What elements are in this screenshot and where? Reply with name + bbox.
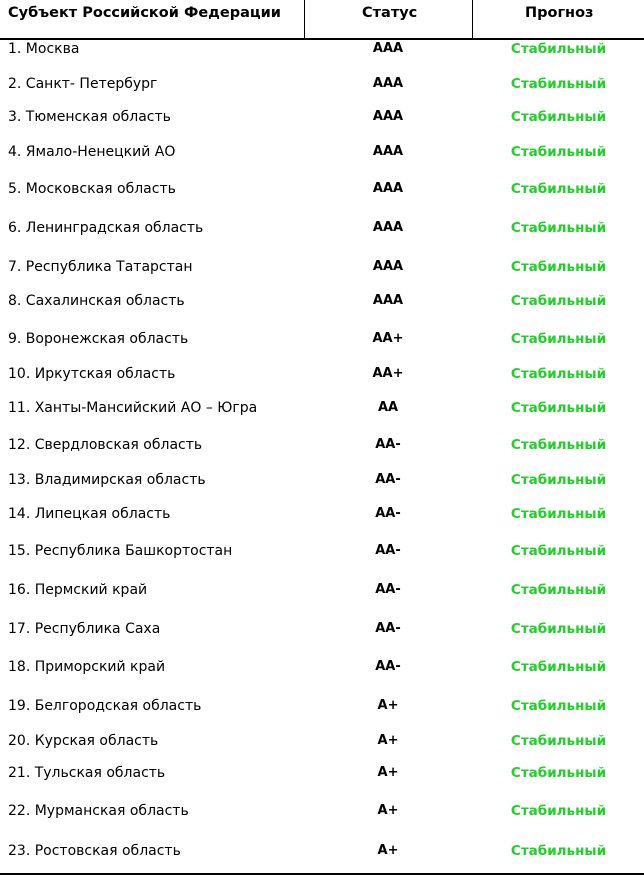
header-divider [472, 0, 473, 40]
rating-status: AAA [372, 181, 404, 196]
rating-forecast: Стабильный [510, 472, 607, 488]
rating-forecast: Стабильный [510, 765, 607, 781]
rating-status: AA- [375, 472, 401, 487]
rating-status: AAA [372, 293, 404, 308]
region-name: 9. Воронежская область [8, 331, 189, 347]
rating-forecast: Стабильный [510, 621, 607, 637]
table-row [0, 177, 644, 201]
rating-status: AAA [372, 76, 404, 91]
rating-forecast: Стабильный [510, 582, 607, 598]
rating-forecast: Стабильный [510, 843, 607, 859]
rating-forecast: Стабильный [510, 293, 607, 309]
region-name: 4. Ямало-Ненецкий АО [8, 144, 176, 160]
region-name: 11. Ханты-Мансийский АО – Югра [8, 400, 258, 416]
rating-forecast: Стабильный [510, 331, 607, 347]
rating-status: A+ [377, 843, 399, 858]
rating-status: AA [377, 400, 399, 415]
table-row [0, 694, 644, 718]
rating-status: AA- [375, 506, 401, 521]
header-status: Статус [362, 5, 418, 21]
rating-forecast: Стабильный [510, 259, 607, 275]
table-row [0, 468, 644, 492]
rating-status: A+ [377, 765, 399, 780]
rating-forecast: Стабильный [510, 733, 607, 749]
table-row [0, 396, 644, 420]
rating-status: AAA [372, 109, 404, 124]
table-row [0, 140, 644, 164]
region-name: 1. Москва [8, 41, 80, 57]
region-name: 14. Липецкая область [8, 506, 171, 522]
region-name: 13. Владимирская область [8, 472, 206, 488]
table-row [0, 729, 644, 753]
rating-status: AA- [375, 437, 401, 452]
region-name: 20. Курская область [8, 733, 159, 749]
rating-status: AA- [375, 659, 401, 674]
rating-forecast: Стабильный [510, 220, 607, 236]
region-name: 10. Иркутская область [8, 366, 176, 382]
region-name: 16. Пермский край [8, 582, 148, 598]
rating-forecast: Стабильный [510, 41, 607, 57]
table-row [0, 37, 644, 61]
region-name: 3. Тюменская область [8, 109, 171, 125]
table-row [0, 799, 644, 823]
region-name: 23. Ростовская область [8, 843, 181, 859]
region-name: 8. Сахалинская область [8, 293, 185, 309]
header-divider [304, 0, 305, 40]
table-row [0, 578, 644, 602]
region-name: 2. Санкт- Петербург [8, 76, 158, 92]
rating-status: AA- [375, 582, 401, 597]
region-name: 21. Тульская область [8, 765, 166, 781]
rating-forecast: Стабильный [510, 659, 607, 675]
table-row [0, 327, 644, 351]
region-name: 18. Приморский край [8, 659, 166, 675]
table-row [0, 502, 644, 526]
rating-status: AAA [372, 41, 404, 56]
rating-forecast: Стабильный [510, 803, 607, 819]
rating-status: AAA [372, 259, 404, 274]
rating-forecast: Стабильный [510, 543, 607, 559]
rating-forecast: Стабильный [510, 181, 607, 197]
rating-forecast: Стабильный [510, 437, 607, 453]
table-row [0, 655, 644, 679]
table-row [0, 433, 644, 457]
region-name: 6. Ленинградская область [8, 220, 204, 236]
rating-forecast: Стабильный [510, 366, 607, 382]
rating-status: AA- [375, 543, 401, 558]
rating-status: AA- [375, 621, 401, 636]
rating-status: AAA [372, 220, 404, 235]
rating-forecast: Стабильный [510, 144, 607, 160]
header-forecast: Прогноз [525, 5, 594, 21]
rating-status: AA+ [372, 366, 404, 381]
region-name: 7. Республика Татарстан [8, 259, 193, 275]
header-subject: Субъект Российской Федерации [8, 5, 281, 21]
table-row [0, 289, 644, 313]
rating-status: A+ [377, 803, 399, 818]
region-name: 12. Свердловская область [8, 437, 203, 453]
rating-status: AA+ [372, 331, 404, 346]
table-row [0, 105, 644, 129]
rating-forecast: Стабильный [510, 400, 607, 416]
rating-forecast: Стабильный [510, 109, 607, 125]
rating-status: A+ [377, 733, 399, 748]
table-row [0, 362, 644, 386]
table-row [0, 539, 644, 563]
rating-forecast: Стабильный [510, 506, 607, 522]
table-row [0, 255, 644, 279]
rating-status: AAA [372, 144, 404, 159]
region-name: 22. Мурманская область [8, 803, 189, 819]
rating-forecast: Стабильный [510, 76, 607, 92]
region-name: 17. Республика Саха [8, 621, 161, 637]
table-row [0, 839, 644, 863]
table-row [0, 72, 644, 96]
rating-forecast: Стабильный [510, 698, 607, 714]
region-name: 19. Белгородская область [8, 698, 202, 714]
table-row [0, 617, 644, 641]
table-row [0, 216, 644, 240]
region-name: 5. Московская область [8, 181, 176, 197]
region-name: 15. Республика Башкортостан [8, 543, 233, 559]
table-header [0, 0, 644, 40]
rating-status: A+ [377, 698, 399, 713]
table-row [0, 761, 644, 785]
